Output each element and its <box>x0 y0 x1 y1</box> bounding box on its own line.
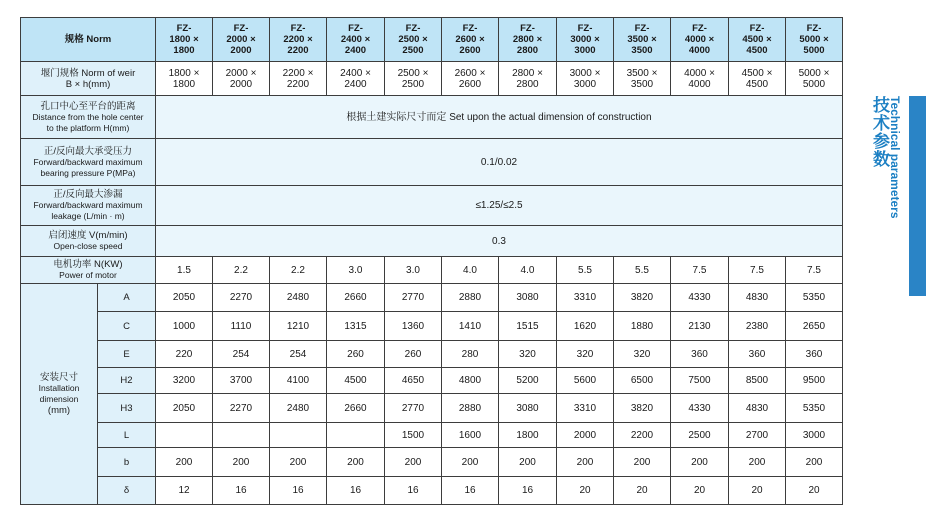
dimension-name: H3 <box>98 394 156 423</box>
dimension-value: 6500 <box>614 368 671 394</box>
model-line: 2600 <box>459 45 481 56</box>
dimension-value: 1515 <box>499 312 557 341</box>
dimension-value: 220 <box>156 341 213 368</box>
label-line: 堰门规格 Norm of weir <box>40 67 136 79</box>
pressure-label <box>21 139 156 186</box>
dimension-value: 3310 <box>557 394 614 423</box>
weir-value <box>442 62 499 96</box>
dimension-value: 2880 <box>442 284 499 312</box>
value-line: 1800 × <box>168 67 200 79</box>
dimension-value: 360 <box>671 341 729 368</box>
power-value: 2.2 <box>213 257 270 284</box>
dimension-value <box>270 423 327 448</box>
power-value: 3.0 <box>385 257 442 284</box>
weir-value <box>385 62 442 96</box>
dimension-value: 200 <box>499 448 557 477</box>
model-line: 4500 × <box>742 34 772 45</box>
distance-label <box>21 96 156 139</box>
table-row <box>21 186 843 226</box>
model-line: FZ- <box>749 23 765 34</box>
table-row <box>21 394 843 423</box>
table-row <box>21 477 843 505</box>
power-value: 5.5 <box>614 257 671 284</box>
weir-value <box>786 62 843 96</box>
dimension-value: 3820 <box>614 394 671 423</box>
model-header <box>729 18 786 62</box>
model-header <box>786 18 843 62</box>
dimension-value: 1880 <box>614 312 671 341</box>
dimension-value: 200 <box>327 448 385 477</box>
value-line: 2800 × <box>512 67 543 79</box>
dimension-value: 16 <box>213 477 270 505</box>
dimension-value: 4650 <box>385 368 442 394</box>
dimension-value: 5600 <box>557 368 614 394</box>
dimension-value: 200 <box>614 448 671 477</box>
dimension-value: 5350 <box>786 394 843 423</box>
dimension-value: 1800 <box>499 423 557 448</box>
label-line: 电机功率 N(KW) <box>53 259 123 270</box>
weir-value <box>557 62 614 96</box>
dimension-value: 2700 <box>729 423 786 448</box>
distance-value <box>156 96 843 139</box>
dimension-value: 200 <box>442 448 499 477</box>
dimension-value: 16 <box>499 477 557 505</box>
dimension-value: 200 <box>786 448 843 477</box>
dimension-value: 260 <box>385 341 442 368</box>
dimension-value: 3700 <box>213 368 270 394</box>
dimension-name: b <box>98 448 156 477</box>
dimension-value: 2270 <box>213 284 270 312</box>
dimension-value: 8500 <box>729 368 786 394</box>
label-line: B × h(mm) <box>65 78 111 90</box>
dimension-value: 2200 <box>614 423 671 448</box>
power-value: 7.5 <box>786 257 843 284</box>
dimension-value: 1410 <box>442 312 499 341</box>
dimension-value: 2500 <box>671 423 729 448</box>
model-line: 2800 <box>516 45 539 56</box>
value-line: 2000 <box>229 78 253 90</box>
dimension-value: 4330 <box>671 394 729 423</box>
model-line: 3000 × <box>570 34 600 45</box>
value-line: 2800 <box>516 78 539 90</box>
dimension-value: 320 <box>557 341 614 368</box>
dimension-value: 200 <box>385 448 442 477</box>
dimension-value: 3080 <box>499 394 557 423</box>
label-line: 安装尺寸 <box>39 372 78 383</box>
model-line: 3500 × <box>627 34 657 45</box>
model-line: 2500 <box>402 45 424 56</box>
speed-value <box>156 226 843 257</box>
dimension-value: 320 <box>499 341 557 368</box>
dimension-value: 200 <box>671 448 729 477</box>
dimension-value: 2480 <box>270 284 327 312</box>
dimension-value: 2270 <box>213 394 270 423</box>
model-line: FZ- <box>290 23 306 34</box>
dimension-value: 7500 <box>671 368 729 394</box>
dimension-value: 4500 <box>327 368 385 394</box>
dimension-value: 20 <box>729 477 786 505</box>
dimension-value: 320 <box>614 341 671 368</box>
model-line: 2000 × <box>226 34 256 45</box>
dimension-value: 16 <box>442 477 499 505</box>
weir-value <box>213 62 270 96</box>
dimension-value <box>327 423 385 448</box>
model-line: FZ- <box>405 23 421 34</box>
dimension-value <box>156 423 213 448</box>
dimension-value: 20 <box>557 477 614 505</box>
speed-value-text: 0.3 <box>492 235 506 247</box>
table-row <box>21 341 843 368</box>
dimension-value: 5350 <box>786 284 843 312</box>
value-line: 5000 <box>802 78 826 90</box>
value-line: 2600 × <box>454 67 486 79</box>
model-line: 4500 <box>746 45 768 56</box>
model-line: FZ- <box>692 23 707 34</box>
dimension-value: 1600 <box>442 423 499 448</box>
model-line: 1800 × <box>169 34 199 45</box>
table-row <box>21 312 843 341</box>
value-line: 2200 × <box>282 67 314 79</box>
label-line: bearing pressure P(MPa) <box>40 167 136 178</box>
dimension-value: 1000 <box>156 312 213 341</box>
dimension-value: 200 <box>557 448 614 477</box>
dimension-value: 9500 <box>786 368 843 394</box>
value-line: 3000 <box>573 78 597 90</box>
value-line: 2400 <box>344 78 367 90</box>
weir-label <box>21 62 156 96</box>
dimension-value: 4830 <box>729 394 786 423</box>
dimension-value: 280 <box>442 341 499 368</box>
power-value: 7.5 <box>729 257 786 284</box>
label-line: Power of motor <box>59 270 117 280</box>
model-header <box>213 18 270 62</box>
model-line: FZ- <box>634 23 650 34</box>
dimension-value: 200 <box>729 448 786 477</box>
pressure-value-text: 0.1/0.02 <box>480 156 518 168</box>
label-line: dimension <box>39 394 79 404</box>
dimension-value: 3820 <box>614 284 671 312</box>
value-line: 4000 <box>688 78 711 90</box>
power-value: 7.5 <box>671 257 729 284</box>
model-header <box>614 18 671 62</box>
model-line: 2000 <box>230 45 252 56</box>
weir-value <box>729 62 786 96</box>
model-header <box>270 18 327 62</box>
model-line: 5000 × <box>799 34 829 45</box>
power-value: 3.0 <box>327 257 385 284</box>
value-line: 2200 <box>286 78 310 90</box>
label-line: Distance from the hole center <box>32 111 144 122</box>
power-label <box>21 257 156 284</box>
dimension-value: 2380 <box>729 312 786 341</box>
speed-label <box>21 226 156 257</box>
dimension-value: 20 <box>671 477 729 505</box>
value-line: 1800 <box>172 78 196 90</box>
value-line: 2600 <box>458 78 482 90</box>
weir-value <box>671 62 729 96</box>
model-line: 4000 <box>688 45 711 56</box>
dimension-value: 2050 <box>156 394 213 423</box>
value-line: 4500 × <box>741 67 773 79</box>
leakage-label <box>21 186 156 226</box>
model-header <box>499 18 557 62</box>
model-header <box>156 18 213 62</box>
power-value: 2.2 <box>270 257 327 284</box>
model-line: 2400 × <box>340 34 371 45</box>
pressure-value <box>156 139 843 186</box>
dimension-value: 200 <box>213 448 270 477</box>
label-line: 孔口中心至平台的距离 <box>40 100 136 112</box>
model-line: FZ- <box>520 23 535 34</box>
model-line: FZ- <box>806 23 822 34</box>
model-line: 2800 × <box>512 34 543 45</box>
dimension-value: 1110 <box>213 312 270 341</box>
value-line: 2000 × <box>225 67 257 79</box>
section-title-en: Technical parameters <box>888 96 902 219</box>
dimension-value: 16 <box>385 477 442 505</box>
model-line: FZ- <box>233 23 249 34</box>
leakage-value-text: ≤1.25/≤2.5 <box>475 200 523 211</box>
dimension-value: 20 <box>614 477 671 505</box>
label-line: 正/反向最大承受压力 <box>43 145 133 157</box>
dimension-value: 4800 <box>442 368 499 394</box>
dimension-value: 2480 <box>270 394 327 423</box>
table-row <box>21 368 843 394</box>
weir-value <box>327 62 385 96</box>
leakage-value <box>156 186 843 226</box>
norm-label <box>21 18 156 62</box>
power-value: 4.0 <box>442 257 499 284</box>
norm-label-text: 规格 Norm <box>64 34 112 45</box>
dimension-value: 360 <box>786 341 843 368</box>
model-header <box>671 18 729 62</box>
dimension-value: 254 <box>270 341 327 368</box>
dimension-value: 16 <box>270 477 327 505</box>
dimension-value: 2050 <box>156 284 213 312</box>
model-line: 2200 <box>287 45 309 56</box>
value-line: 5000 × <box>798 67 830 79</box>
model-line: FZ- <box>176 23 192 34</box>
dimension-value: 2880 <box>442 394 499 423</box>
dimension-value: 1620 <box>557 312 614 341</box>
table-row <box>21 226 843 257</box>
dimension-name: L <box>98 423 156 448</box>
table-row <box>21 284 843 312</box>
dimension-value: 3310 <box>557 284 614 312</box>
dimension-value: 1500 <box>385 423 442 448</box>
dimension-value: 5200 <box>499 368 557 394</box>
model-header <box>327 18 385 62</box>
label-line: Forward/backward maximum <box>33 200 143 210</box>
dimension-value: 2650 <box>786 312 843 341</box>
value-line: 3500 × <box>626 67 658 79</box>
dimension-value <box>213 423 270 448</box>
value-line: 3000 × <box>569 67 601 79</box>
dimension-value: 2660 <box>327 284 385 312</box>
dimension-value: 254 <box>213 341 270 368</box>
table-row <box>21 423 843 448</box>
dimension-value: 16 <box>327 477 385 505</box>
dimension-name: C <box>98 312 156 341</box>
model-line: FZ- <box>348 23 363 34</box>
model-header <box>385 18 442 62</box>
label-line: Forward/backward maximum <box>33 156 143 167</box>
dimension-value: 2000 <box>557 423 614 448</box>
dimension-value: 4100 <box>270 368 327 394</box>
dimension-value: 2130 <box>671 312 729 341</box>
model-line: FZ- <box>462 23 478 34</box>
value-line: 4000 × <box>684 67 715 79</box>
model-line: 3000 <box>574 45 596 56</box>
model-line: 2500 × <box>398 34 428 45</box>
model-header <box>557 18 614 62</box>
model-line: 4000 × <box>684 34 715 45</box>
distance-value-text: 根据土建实际尺寸而定 Set upon the actual dimension of construction <box>346 111 652 123</box>
table-row <box>21 257 843 284</box>
weir-value <box>614 62 671 96</box>
label-line: leakage (L/min · m) <box>51 211 125 221</box>
technical-parameters-table <box>20 17 843 505</box>
model-line: 2600 × <box>455 34 485 45</box>
value-line: 2500 <box>401 78 425 90</box>
model-line: 1800 <box>173 45 195 56</box>
label-line: 启闭速度 V(m/min) <box>48 230 128 241</box>
dimension-value: 1210 <box>270 312 327 341</box>
label-line: Open-close speed <box>53 241 123 251</box>
dimension-value: 3000 <box>786 423 843 448</box>
value-line: 2400 × <box>340 67 371 79</box>
dimension-value: 2660 <box>327 394 385 423</box>
install-label <box>21 284 98 505</box>
value-line: 4500 <box>745 78 769 90</box>
dimension-value: 200 <box>156 448 213 477</box>
dimension-name: E <box>98 341 156 368</box>
dimension-value: 2770 <box>385 284 442 312</box>
section-title-cn: 技术参数 <box>870 96 889 168</box>
value-line: 3500 <box>630 78 654 90</box>
dimension-value: 12 <box>156 477 213 505</box>
table-row <box>21 139 843 186</box>
model-header <box>442 18 499 62</box>
power-value: 4.0 <box>499 257 557 284</box>
dimension-value: 260 <box>327 341 385 368</box>
model-line: FZ- <box>577 23 593 34</box>
table-row <box>21 18 843 62</box>
dimension-value: 200 <box>270 448 327 477</box>
table-row <box>21 448 843 477</box>
table-row <box>21 62 843 96</box>
dimension-value: 1360 <box>385 312 442 341</box>
weir-value <box>499 62 557 96</box>
dimension-value: 3200 <box>156 368 213 394</box>
dimension-value: 3080 <box>499 284 557 312</box>
label-line: 正/反向最大渗漏 <box>53 189 123 200</box>
weir-value <box>156 62 213 96</box>
label-line: (mm) <box>47 405 71 416</box>
dimension-name: δ <box>98 477 156 505</box>
dimension-value: 2770 <box>385 394 442 423</box>
dimension-name: A <box>98 284 156 312</box>
model-line: 2400 <box>344 45 367 56</box>
dimension-value: 4330 <box>671 284 729 312</box>
value-line: 2500 × <box>397 67 429 79</box>
side-accent-bar <box>909 96 926 296</box>
model-line: 2200 × <box>283 34 313 45</box>
dimension-value: 20 <box>786 477 843 505</box>
model-line: 3500 <box>631 45 653 56</box>
dimension-value: 1315 <box>327 312 385 341</box>
label-line: Installation <box>38 383 80 393</box>
model-line: 5000 <box>803 45 825 56</box>
power-value: 1.5 <box>156 257 213 284</box>
weir-value <box>270 62 327 96</box>
dimension-value: 360 <box>729 341 786 368</box>
dimension-name: H2 <box>98 368 156 394</box>
table-row <box>21 96 843 139</box>
dimension-value: 4830 <box>729 284 786 312</box>
label-line: to the platform H(mm) <box>46 122 130 133</box>
power-value: 5.5 <box>557 257 614 284</box>
